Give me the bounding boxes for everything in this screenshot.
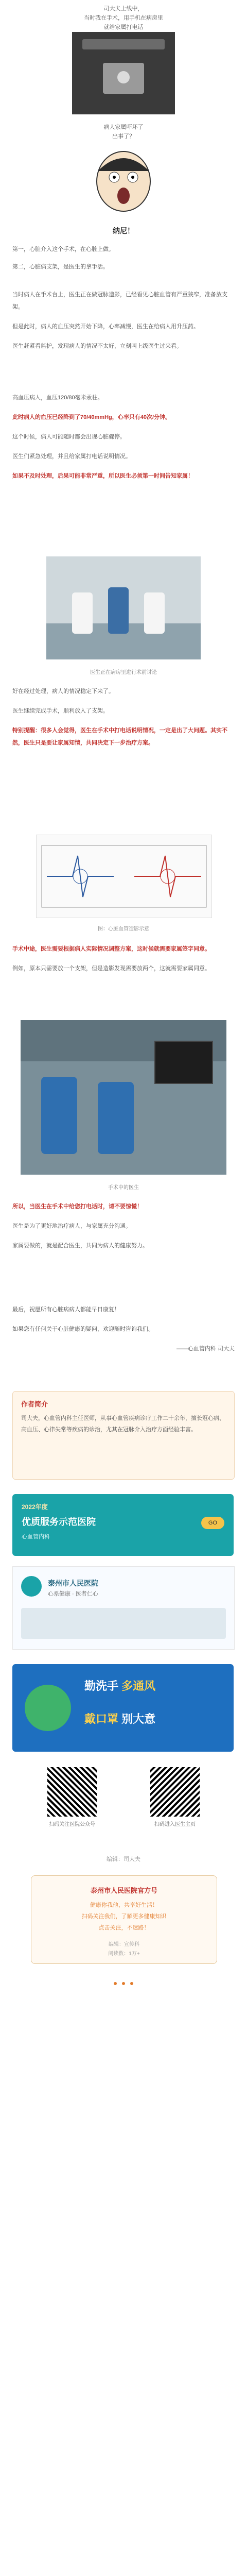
shocked-face-cartoon: [82, 145, 165, 223]
virus-icon: [25, 1685, 71, 1731]
poster-line-2: 多通风: [121, 1680, 156, 1692]
s6-para-1: 最后，祝愿所有心脏病病人都能早日康复！: [12, 1307, 120, 1313]
top-line-3: 就给家属打电话: [103, 24, 144, 30]
qr-right-caption: 扫码进入医生主页: [154, 1822, 196, 1827]
photo-1-caption: 医生正在病房里进行术前讨论: [90, 670, 157, 675]
dot-icon: [130, 1982, 133, 1985]
diagram-caption: 图：心脏血管造影示意: [98, 926, 149, 932]
award-title: 优质服务示范医院: [22, 1517, 96, 1527]
s3-warning: 特别提醒：很多人会觉得，医生在手术中打电话说明情况，一定是出了大问题。其实不然，医生只是要让家属知情，共同决定下一步治疗方案。: [12, 727, 227, 746]
photo-2-caption-wrap: [0, 1180, 247, 1191]
s3-para-1: 好在经过处理，病人的情况稳定下来了。: [12, 688, 114, 694]
s2-warning: 如果不及时处理，后果可能非常严重，所以医生必须第一时间告知家属！: [12, 473, 193, 479]
intro-section: [0, 243, 247, 273]
section-4: [0, 943, 247, 975]
cartoon-exclaim: [0, 226, 247, 236]
hospital-logo-icon: [21, 1576, 42, 1597]
hospital-card: [12, 1566, 235, 1650]
s1-para-1: 当时病人在手术台上，医生正在做冠脉造影，已经看见心脏血管有严重狭窄，准备放支架。: [12, 292, 227, 310]
s4-highlight: 手术中途，医生需要根据病人实际情况调整方案，这时候就需要家属签字同意。: [12, 946, 210, 952]
s2-para-1: 这个时候，病人可能随时都会出现心脏骤停。: [12, 434, 126, 440]
follow-card-title: 泰州市人民医院官方号: [90, 1887, 157, 1894]
hospital-name: 泰州市人民医院: [48, 1579, 98, 1587]
s2-para-2: 医生们紧急处理，并且给家属打电话说明情况。: [12, 453, 131, 460]
footer-dots: [0, 1978, 247, 1988]
cartoon-caption-block: [0, 123, 247, 141]
s5-para-2: 家属要做的，就是配合医生，共同为病人的健康努力。: [12, 1243, 148, 1249]
heart-diagram: [36, 835, 212, 918]
s4-para-1: 例如，原本只需要放一个支架，但是造影发现需要放两个，这就需要家属同意。: [12, 965, 210, 972]
intro-para-1: 第一，心脏介入这个手术，在心脏上做。: [12, 246, 114, 252]
hospital-tagline: 心系健康 · 医者仁心: [48, 1591, 98, 1597]
dot-icon: [122, 1982, 125, 1985]
qr-right[interactable]: [144, 1767, 206, 1827]
cartoon-caption-1: 病人家属吓坏了: [103, 124, 144, 130]
author-card: [12, 1391, 235, 1480]
top-intro: [0, 4, 247, 32]
s5-para-1: 医生是为了更好地治疗病人，与家属充分沟通。: [12, 1223, 131, 1229]
s6-para-2: 如果您有任何关于心脏健康的疑问，欢迎随时咨询我们。: [12, 1326, 154, 1332]
safety-poster: [12, 1664, 234, 1752]
follow-card-line-3: 点击关注，不迷路！: [98, 1925, 150, 1931]
s6-quote: ——心血管内科 司大夫: [176, 1346, 235, 1352]
award-subtitle: 心血管内科: [22, 1534, 50, 1540]
section-1: [0, 289, 247, 352]
follow-card[interactable]: [31, 1875, 217, 1964]
section-3: [0, 685, 247, 749]
award-banner[interactable]: [12, 1494, 234, 1556]
photo-1-caption-wrap: [0, 665, 247, 675]
diagram-caption-wrap: [0, 921, 247, 932]
section-2: [0, 392, 247, 482]
section-6: [0, 1303, 247, 1355]
poster-line-3: 戴口罩: [84, 1713, 119, 1725]
qr-left[interactable]: [41, 1767, 103, 1827]
award-badge: 2022年度: [22, 1503, 48, 1511]
qr-left-caption: 扫码关注医院公众号: [49, 1822, 95, 1827]
dot-icon: [114, 1982, 117, 1985]
s2-highlight: 此时病人的血压已经降到了70/40mmHg，心率只有40次/分钟。: [12, 414, 171, 420]
hospital-corridor-image: [72, 32, 175, 114]
author-title: 作者简介: [21, 1400, 48, 1408]
exclaim-text: 纳尼！: [113, 227, 134, 235]
follow-card-meta-2: 阅读数：1万+: [108, 1951, 140, 1957]
poster-line-4: 别大意: [121, 1713, 156, 1725]
poster-line-1: 勤洗手: [84, 1680, 119, 1692]
intro-para-2: 第二，心脏病支架，是医生的拿手活。: [12, 264, 109, 270]
follow-card-meta-1: 编辑：宣传科: [109, 1942, 139, 1947]
s2-lead: 高血压病人，血压120/80毫米汞柱。: [12, 395, 103, 401]
section-5: [0, 1200, 247, 1252]
s1-para-3: 医生赶紧看监护，发现病人的情况不太好，立刻叫上级医生过来看。: [12, 343, 182, 349]
top-line-1: 司大夫上线中，: [103, 6, 144, 12]
s3-para-2: 医生继续完成手术，顺利放入了支架。: [12, 708, 109, 714]
qr-left-icon: [47, 1767, 97, 1817]
award-go-button[interactable]: GO: [201, 1517, 224, 1529]
footer-label: 编辑：司大夫: [107, 1856, 140, 1862]
surgery-photo: [21, 1020, 226, 1175]
follow-card-line-1: 健康你我他，共享好生活！: [90, 1902, 158, 1908]
photo-2-caption: 手术中的医生: [108, 1185, 139, 1191]
doctors-meeting-photo: [46, 556, 201, 659]
cartoon-caption-2: 出事了？: [112, 133, 135, 140]
follow-card-line-2: 扫码关注我们，了解更多健康知识: [81, 1913, 167, 1920]
s1-para-2: 但是此时，病人的血压突然开始下降，心率减慢，医生在给病人用升压药。: [12, 324, 199, 330]
qr-right-icon: [150, 1767, 200, 1817]
s5-warning: 所以，当医生在手术中给您打电话时，请不要惊慌！: [12, 1204, 143, 1210]
author-text: 司大夫，心血管内科主任医师，从事心血管疾病诊疗工作二十余年，擅长冠心病、高血压、心律失常等疾病的诊治，尤其在冠脉介入治疗方面经验丰富。: [21, 1415, 225, 1433]
top-line-2: 当时我在手术，用手机在病房里: [84, 15, 163, 21]
